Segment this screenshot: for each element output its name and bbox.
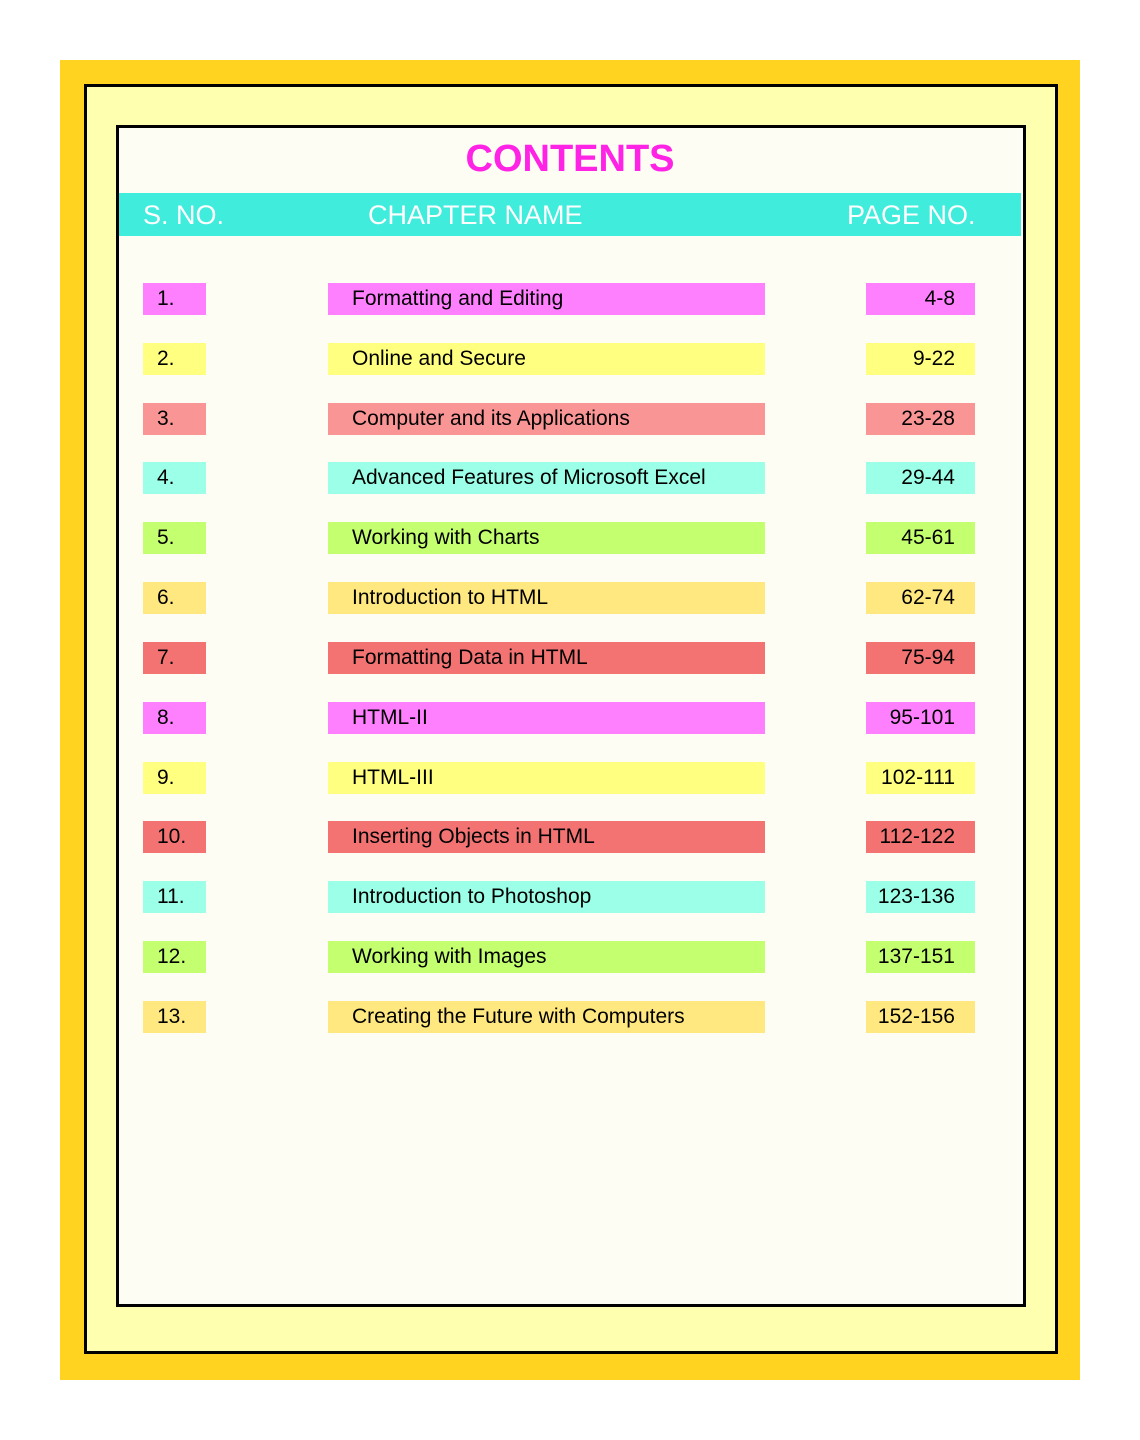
chapter-name-cell: Computer and its Applications — [328, 403, 765, 435]
serial-number-cell: 10. — [143, 821, 206, 853]
table-row — [0, 582, 1140, 614]
page-range-cell: 23-28 — [866, 403, 975, 435]
chapter-name-cell: Online and Secure — [328, 343, 765, 375]
table-row — [0, 283, 1140, 315]
serial-number-cell: 2. — [143, 343, 206, 375]
serial-number-cell: 9. — [143, 762, 206, 794]
page-title: CONTENTS — [465, 138, 675, 180]
table-row — [0, 642, 1140, 674]
serial-number-cell: 8. — [143, 702, 206, 734]
serial-number-cell: 12. — [143, 941, 206, 973]
chapter-name-cell: Advanced Features of Microsoft Excel — [328, 462, 765, 494]
serial-number-cell: 11. — [143, 881, 206, 913]
table-row — [0, 1001, 1140, 1033]
serial-number-cell: 1. — [143, 283, 206, 315]
chapter-name-cell: Working with Images — [328, 941, 765, 973]
table-row — [0, 821, 1140, 853]
table-row — [0, 403, 1140, 435]
page-range-cell: 62-74 — [866, 582, 975, 614]
serial-number-cell: 3. — [143, 403, 206, 435]
page-range-cell: 9-22 — [866, 343, 975, 375]
chapter-name-cell: Creating the Future with Computers — [328, 1001, 765, 1033]
serial-number-cell: 7. — [143, 642, 206, 674]
page-range-cell: 102-111 — [866, 762, 975, 794]
chapter-name-cell: Formatting and Editing — [328, 283, 765, 315]
page-range-cell: 137-151 — [866, 941, 975, 973]
serial-number-cell: 5. — [143, 522, 206, 554]
table-row — [0, 343, 1140, 375]
page-range-cell: 4-8 — [866, 283, 975, 315]
page-range-cell: 29-44 — [866, 462, 975, 494]
page-range-cell: 95-101 — [866, 702, 975, 734]
chapter-name-cell: Formatting Data in HTML — [328, 642, 765, 674]
serial-number-cell: 6. — [143, 582, 206, 614]
table-row — [0, 941, 1140, 973]
table-row — [0, 702, 1140, 734]
serial-number-cell: 13. — [143, 1001, 206, 1033]
header-sno: S. NO. — [143, 200, 225, 230]
page-range-cell: 123-136 — [866, 881, 975, 913]
header-page-no: PAGE NO. — [847, 200, 976, 230]
table-row — [0, 462, 1140, 494]
page-range-cell: 112-122 — [866, 821, 975, 853]
table-row — [0, 762, 1140, 794]
page-range-cell: 152-156 — [866, 1001, 975, 1033]
chapter-name-cell: HTML-III — [328, 762, 765, 794]
chapter-name-cell: HTML-II — [328, 702, 765, 734]
header-chapter-name: CHAPTER NAME — [368, 200, 583, 230]
chapter-name-cell: Introduction to HTML — [328, 582, 765, 614]
table-header — [119, 193, 1021, 236]
serial-number-cell: 4. — [143, 462, 206, 494]
table-row — [0, 522, 1140, 554]
chapter-name-cell: Working with Charts — [328, 522, 765, 554]
table-row — [0, 881, 1140, 913]
page-range-cell: 45-61 — [866, 522, 975, 554]
chapter-name-cell: Inserting Objects in HTML — [328, 821, 765, 853]
page-range-cell: 75-94 — [866, 642, 975, 674]
chapter-name-cell: Introduction to Photoshop — [328, 881, 765, 913]
